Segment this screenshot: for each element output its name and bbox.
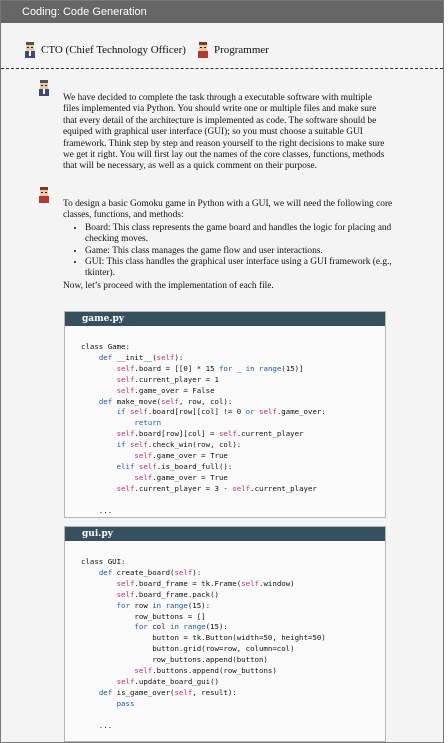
programmer-message	[63, 199, 393, 292]
programmer-outro: Now, let’s proceed with the implementation of each file.	[63, 280, 274, 291]
role-programmer	[196, 41, 269, 59]
code-content: class GUI: def create_board(self): self.board_frame = tk.Frame(self.window) self.board_frame.pack() for row in range(15): row_buttons = [] for col in range(15): button = tk.Button(width=50, height=50) button.grid(row=row, column=col) row_buttons.append(button) self.buttons.append(row_buttons) self.update_board_gui() def is_game_over(self, result): pass ...	[81, 557, 326, 730]
list-item: • Board: This class represents the game board and handles the logic for placing and checking moves.	[85, 223, 393, 246]
list-item: • GUI: This class handles the graphical user interface using a GUI framework (e.g., tkinter).	[85, 257, 393, 280]
code-block-game	[64, 311, 386, 518]
file-name: game.py	[65, 312, 385, 326]
role-cto	[23, 41, 186, 59]
programmer-avatar-icon	[196, 41, 210, 59]
cto-avatar-icon	[23, 41, 37, 59]
class-list	[63, 223, 393, 280]
role-cto-label: CTO (Chief Technology Officer)	[41, 44, 186, 56]
role-programmer-label: Programmer	[213, 44, 269, 56]
cto-message: We have decided to complete the task through a executable software with multiple files implemented via Python. You should write one or multiple files and make sure that every detail of the architecture is implemented as code. The software should be equiped with graphical user interface (GUI); so you must choose a suitable GUI framework. Think step by step and reason yourself to the right decisions to make sure we get it right. You will first lay out the names of the core classes, functions, methods that will be necessary, as well as a quick comment on their purpose.	[63, 93, 385, 172]
programmer-intro: To design a basic Gomoku game in Python with a GUI, we will need the following core classes, functions, and methods:	[63, 199, 393, 221]
code-block-gui	[64, 526, 386, 742]
roles-legend	[23, 39, 279, 61]
panel-title: Coding: Code Generation	[1, 1, 443, 23]
code-content: class Game: def __init__(self): self.board = [[0] * 15 for _ in range(15)] self.current_player = 1 self.game_over = False def make_move(self, row, col): if self.board[row][col] != 0 or self.game_over: return self.board[row][col] = self.current_player if self.check_win(row, col): self.game_over = True elif self.is_board_full(): self.game_over = True self.current_player = 3 - self.current_player ...	[81, 342, 326, 515]
file-name: gui.py	[65, 527, 385, 541]
cto-avatar-icon	[37, 79, 51, 97]
programmer-avatar-icon	[37, 186, 51, 204]
list-item: • Game: This class manages the game flow and user interactions.	[85, 246, 393, 257]
separator	[1, 68, 443, 69]
